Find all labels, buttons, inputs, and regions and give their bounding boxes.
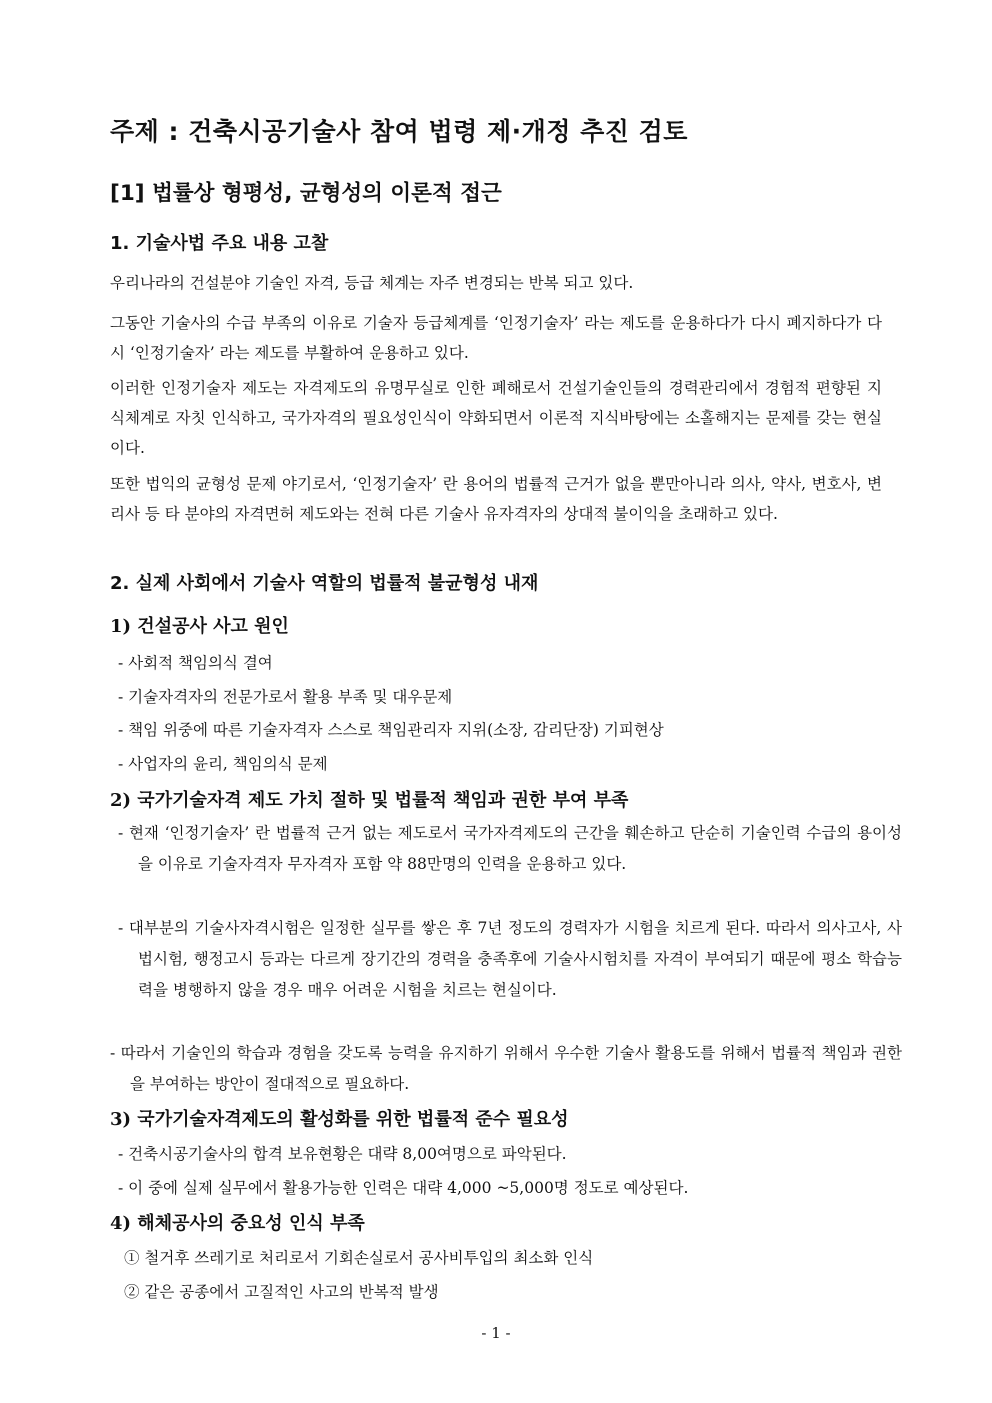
list-item: - 사회적 책임의식 결여 <box>118 654 273 672</box>
list-item: - 책임 위중에 따른 기술자격자 스스로 책임관리자 지위(소장, 감리단장) 기피현상 <box>118 721 664 739</box>
subsection-heading-1: 1. 기술사법 주요 내용 고찰 <box>110 233 329 254</box>
document-title: 주제 : 건축시공기술사 참여 법령 제·개정 추진 검토 <box>110 117 688 146</box>
heading-qualification-devaluation: 2) 국가기술자격 제도 가치 절하 및 법률적 책임과 권한 부여 부족 <box>110 790 629 811</box>
paragraph-2: 그동안 기술사의 수급 부족의 이유로 기술자 등급체계를 ‘인정기술자’ 라는 제도를 운용하다가 다시 폐지하다가 다시 ‘인정기술자’ 라는 제도를 부활하여 운용하고 있다. <box>110 314 882 362</box>
paragraph-3: 이러한 인정기술자 제도는 자격제도의 유명무실로 인한 폐해로서 건설기술인들의 경력관리에서 경험적 편향된 지식체계로 자칫 인식하고, 국가자격의 필요성인식이 약화되면서 이론적 지식바탕에는 소홀해지는 문제를 갖는 현실이다. <box>110 379 882 457</box>
heading-legal-compliance: 3) 국가기술자격제도의 활성화를 위한 법률적 준수 필요성 <box>110 1109 569 1130</box>
heading-accident-causes: 1) 건설공사 사고 원인 <box>110 616 289 637</box>
paragraph-4: 또한 법익의 균형성 문제 야기로서, ‘인정기술자’ 란 용어의 법률적 근거가 없을 뿐만아니라 의사, 약사, 변호사, 변리사 등 타 분야의 자격면허 제도와는 전혀 다른 기술사 유자격자의 상대적 불이익을 초래하고 있다. <box>110 475 882 523</box>
list-item: - 현재 ‘인정기술자’ 란 법률적 근거 없는 제도로서 국가자격제도의 근간을 훼손하고 단순히 기술인력 수급의 용이성을 이유로 기술자격자 무자격자 포함 약 88만명의 인력을 운용하고 있다. <box>118 824 902 873</box>
list-item: - 이 중에 실제 실무에서 활용가능한 인력은 대략 4,000 ~5,000명 정도로 예상된다. <box>118 1179 689 1197</box>
page-number: - 1 - <box>481 1324 511 1342</box>
list-item: ① 철거후 쓰레기로 처리로서 기회손실로서 공사비투입의 최소화 인식 <box>124 1249 594 1267</box>
paragraph-1: 우리나라의 건설분야 기술인 자격, 등급 체계는 자주 변경되는 반복 되고 있다. <box>110 274 634 292</box>
subsection-heading-2: 2. 실제 사회에서 기술사 역할의 법률적 불균형성 내재 <box>110 573 539 594</box>
list-item: - 건축시공기술사의 합격 보유현황은 대략 8,00여명으로 파악된다. <box>118 1145 567 1163</box>
section-heading: [1] 법률상 형평성, 균형성의 이론적 접근 <box>110 181 502 206</box>
heading-demolition-awareness: 4) 해체공사의 중요성 인식 부족 <box>110 1213 365 1234</box>
list-item: - 대부분의 기술사자격시험은 일정한 실무를 쌓은 후 7년 정도의 경력자가 시험을 치르게 된다. 따라서 의사고사, 사법시험, 행정고시 등과는 다르게 장기간의 경력을 충족후에 기술사시험치를 자격이 부여되기 때문에 평소 학습능력을 병행하지 않을 경우 매우 어려운 시험을 치르는 현실이다. <box>118 919 902 999</box>
list-item: - 사업자의 윤리, 책임의식 문제 <box>118 755 328 773</box>
list-item: - 따라서 기술인의 학습과 경험을 갖도록 능력을 유지하기 위해서 우수한 기술사 활용도를 위해서 법률적 책임과 권한을 부여하는 방안이 절대적으로 필요하다. <box>110 1044 902 1093</box>
list-item: - 기술자격자의 전문가로서 활용 부족 및 대우문제 <box>118 688 453 706</box>
list-item: ② 같은 공종에서 고질적인 사고의 반복적 발생 <box>124 1283 439 1301</box>
